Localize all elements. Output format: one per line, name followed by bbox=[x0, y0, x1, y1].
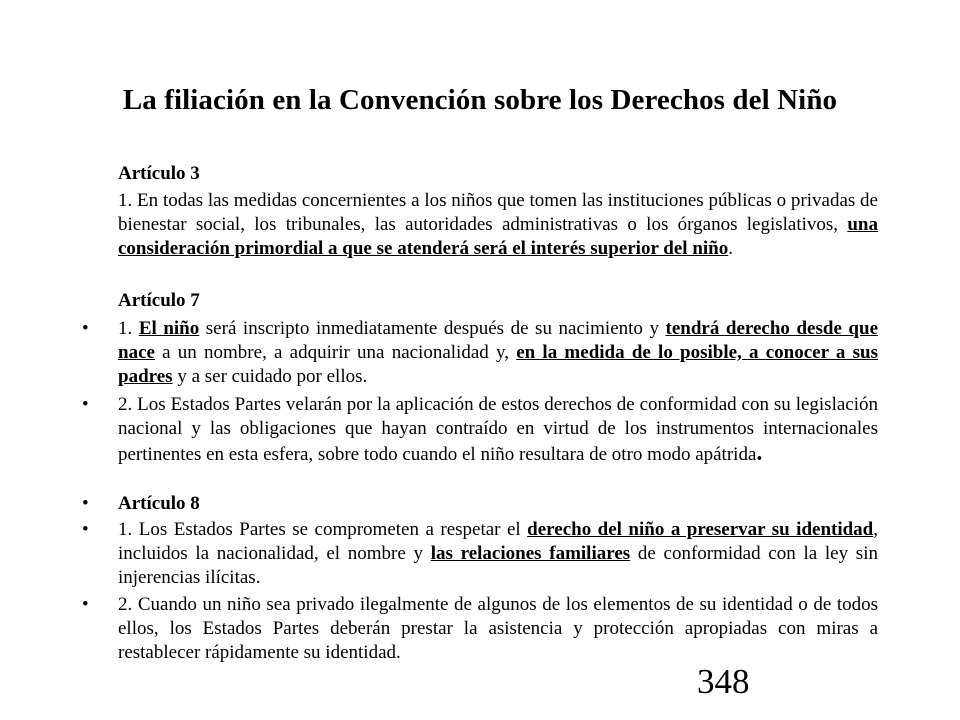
page-number: 348 bbox=[697, 662, 750, 701]
text-run: será inscripto inmediatamente después de su nacimiento y bbox=[199, 318, 666, 339]
article-8-paragraph-2: 2. Cuando un niño sea privado ilegalmente de algunos de los elementos de su identidad o de todos ellos, los Estados Partes deberán prestar la asistencia y protección apropiadas con miras a restablecer rápidamente su identidad. bbox=[118, 594, 878, 663]
underlined-emphasis: El niño bbox=[138, 318, 200, 339]
underlined-emphasis: en la medida de lo posible, a conocer a sus padres bbox=[118, 342, 878, 387]
article-7-paragraph-2 bbox=[118, 393, 878, 467]
text-run: 1. Los Estados Partes se comprometen a respetar el bbox=[118, 519, 528, 540]
text-run: , incluidos la nacionalidad, el nombre y bbox=[118, 519, 878, 564]
text-run: a un nombre, a adquirir una nacionalidad y, bbox=[154, 342, 517, 363]
article-8-heading: Artículo 8 bbox=[118, 493, 200, 514]
text-run: de conformidad con la ley sin injerencias ilícitas. bbox=[118, 543, 878, 588]
underlined-emphasis: una consideración primordial a que se atenderá será el interés superior del niño bbox=[118, 214, 878, 259]
bullet-marker: • bbox=[82, 594, 89, 615]
underlined-emphasis: derecho del niño a preservar su identidad bbox=[527, 519, 874, 540]
article-8-paragraph-1 bbox=[118, 518, 878, 590]
text-run: 1. bbox=[118, 318, 139, 339]
bullet-marker: • bbox=[82, 318, 89, 339]
text-run: . bbox=[756, 440, 763, 466]
underlined-emphasis: tendrá derecho desde que nace bbox=[118, 318, 879, 363]
bullet-marker: • bbox=[82, 493, 89, 514]
article-7-paragraph-1 bbox=[118, 317, 878, 389]
article-3-heading: Artículo 3 bbox=[118, 163, 200, 184]
text-run: 2. Los Estados Partes velarán por la aplicación de estos derechos de conformidad con su legislación nacional y las obligaciones que hayan contraído en virtud de los instrumentos internacionales pertinentes en esta esfera, sobre todo cuando el niño resultara de otro modo apátrida bbox=[118, 394, 878, 465]
underlined-emphasis: las relaciones familiares bbox=[430, 543, 631, 564]
page-title: La filiación en la Convención sobre los Derechos del Niño bbox=[122, 84, 838, 116]
text-run: . bbox=[728, 238, 733, 259]
bullet-marker: • bbox=[82, 519, 89, 540]
bullet-marker: • bbox=[82, 394, 89, 415]
article-3-paragraph-1 bbox=[118, 189, 878, 261]
text-run: 1. En todas las medidas concernientes a los niños que tomen las instituciones públicas o privadas de bienestar social, los tribunales, las autoridades administrativas o los órganos legislativos, bbox=[118, 190, 878, 235]
article-7-heading: Artículo 7 bbox=[118, 290, 200, 311]
text-run: y a ser cuidado por ellos. bbox=[172, 366, 368, 387]
